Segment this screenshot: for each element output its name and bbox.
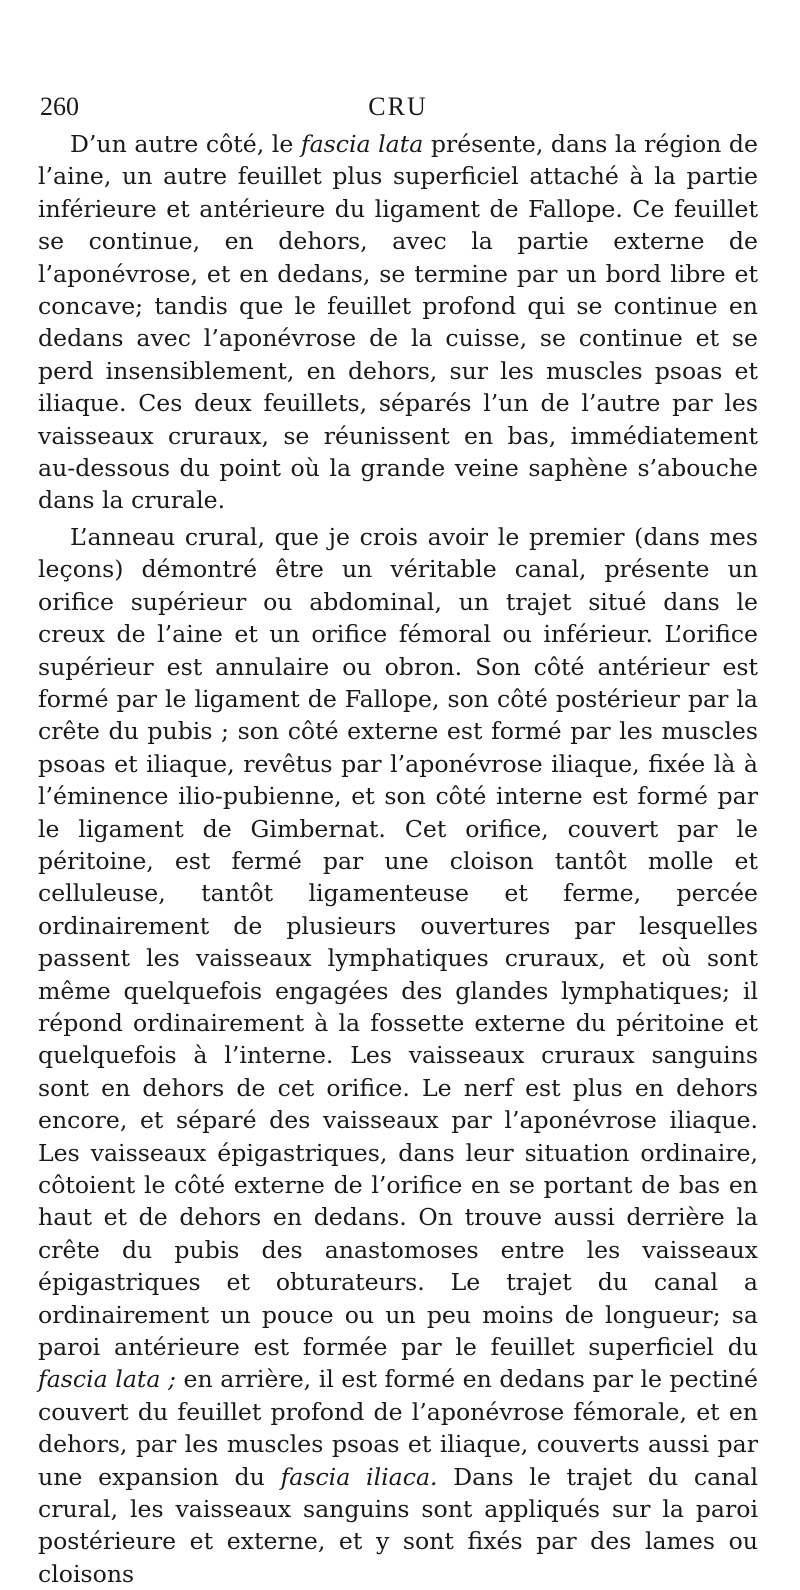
text-run: en arrière, il est formé en dedans par le pectiné couvert du feuillet profond de l’aponévrose fémorale, et en dehors, par les muscles psoas et iliaque, couverts aussi par une expansion du — [38, 1365, 759, 1491]
italic-term: fascia lata ; — [38, 1365, 176, 1394]
running-head: CRU — [368, 92, 428, 121]
text-run: L’anneau crural, que je crois avoir le premier (dans mes leçons) démontré être un véritable canal, présente un orifice supérieur ou abdominal, un trajet situé dans le creux de l’aine et un orifice fémoral ou inférieur. L’orifice supérieur est annulaire ou obron. Son côté antérieur est formé par le ligament de Fallope, son côté postérieur par la crête du pubis ; son côté externe est formé par les muscles psoas et iliaque, revêtus par l’aponévrose iliaque, fixée là à l’éminence ilio-pubienne, et son côté interne est formé par le ligament de Gimbernat. Cet orifice, couvert par le péritoine, est fermé par une cloison tantôt molle et celluleuse, tantôt ligamenteuse et ferme, percée ordinairement de plusieurs ouvertures par lesquelles passent les vaisseaux lymphatiques cruraux, et où sont même quelquefois engagées des glandes lymphatiques; il répond ordinairement à la fossette externe du péritoine et quelquefois à l’interne. Les vaisseaux cruraux sanguins sont en dehors de cet orifice. Le nerf est plus en dehors encore, et séparé des vaisseaux par l’aponévrose iliaque. Les vaisseaux épigastriques, dans leur situation ordinaire, côtoient le côté externe de l’orifice en se portant de bas en haut et de dehors en dedans. On trouve aussi derrière la crête du pubis des anastomoses entre les vaisseaux épigastriques et obturateurs. Le trajet du canal a ordinairement un pouce ou un peu moins de longueur; sa paroi antérieure est formée par le feuillet superficiel du — [38, 522, 758, 1362]
paragraph-anneau-crural — [38, 521, 758, 1590]
page-header — [38, 92, 758, 128]
italic-term: fascia lata — [300, 130, 424, 158]
text-run: Dans le trajet du canal crural, les vaisseaux sanguins sont appliqués sur la paroi postérieure et externe, et y sont fixés par des lames ou cloisons — [38, 1462, 758, 1588]
text-run: D’un autre côté, le — [70, 130, 301, 158]
paragraph-fascia-lata — [38, 128, 758, 517]
page-number: 260 — [40, 92, 79, 121]
text-run: présente, dans la région de l’aine, un autre feuillet plus superficiel attaché à la partie inférieure et antérieure du ligament de Fallope. Ce feuillet se continue, en dehors, avec la partie externe de l’aponévrose, et en dedans, se termine par un bord libre et concave; tandis que le feuillet profond qui se continue en dedans avec l’aponévrose de la cuisse, se continue et se perd insensiblement, en dehors, sur les muscles psoas et iliaque. Ces deux feuillets, séparés l’un de l’autre par les vaisseaux cruraux, se réunissent en bas, immédiatement au-dessous du point où la grande veine saphène s’abouche dans la crurale. — [38, 130, 758, 515]
italic-term: fascia iliaca. — [280, 1462, 438, 1491]
